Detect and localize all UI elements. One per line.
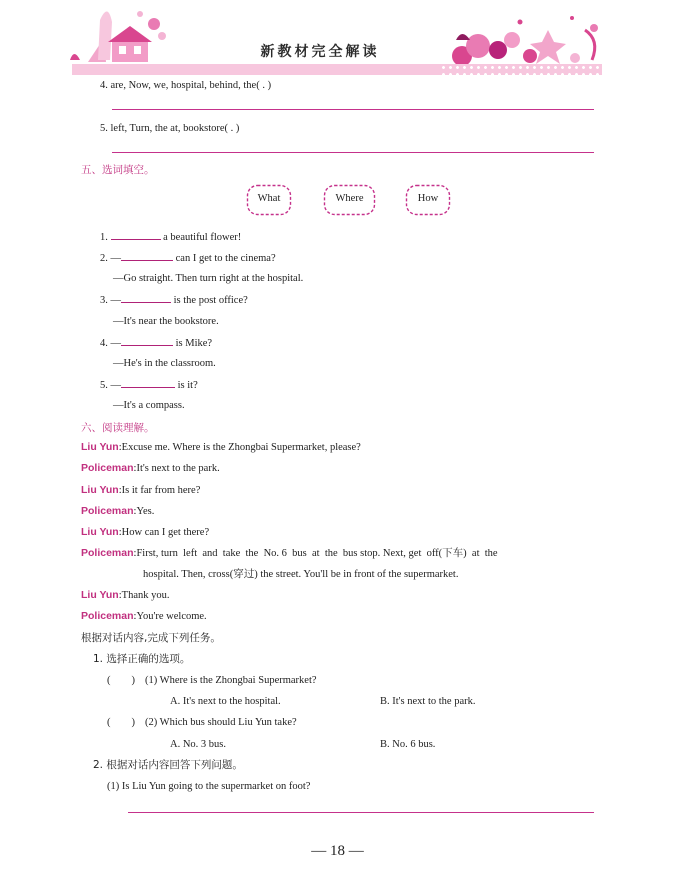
speaker-policeman: Policeman (81, 610, 134, 622)
fill-question-1 (100, 230, 241, 244)
question-number: 1. (100, 232, 108, 243)
task-2-title: 2. 根据对话内容回答下列问题。 (93, 759, 243, 771)
word-box-where (323, 184, 376, 216)
dialogue-line-6 (81, 547, 498, 560)
section-5-title: 五、选词填空。 (81, 164, 155, 176)
word-box-what (246, 184, 292, 216)
word-what: What (257, 193, 281, 204)
question-number: 2. — (100, 253, 121, 264)
dialogue-line-4 (81, 505, 154, 518)
dialogue-text: Excuse me. Where is the Zhongbai Supermarket, please? (121, 442, 361, 453)
rearrange-question-5: 5. left, Turn, the at, bookstore( . ) (100, 123, 240, 134)
speaker-liu-yun: Liu Yun (81, 441, 119, 453)
header-dots (440, 64, 600, 75)
dialogue-line-8 (81, 610, 207, 623)
dialogue-text: You're welcome. (136, 611, 207, 622)
choice-question-1: (1) Where is the Zhongbai Supermarket? (145, 675, 317, 686)
task-instruction: 根据对话内容,完成下列任务。 (81, 632, 221, 644)
answer-line (112, 152, 594, 153)
fill-question-2 (100, 251, 276, 265)
fill-blank[interactable] (121, 251, 173, 261)
colon: : (118, 442, 122, 453)
speaker-policeman: Policeman (81, 505, 134, 517)
rearrange-question-4: 4. are, Now, we, hospital, behind, the( . ) (100, 80, 272, 91)
colon: : (133, 611, 137, 622)
house-illustration (70, 11, 166, 62)
dialogue-line-7 (81, 589, 169, 602)
fill-blank[interactable] (121, 378, 175, 388)
flowers-illustration (452, 16, 598, 66)
dialogue-line-2 (81, 462, 220, 475)
colon: : (133, 463, 137, 474)
question-text: is Mike? (175, 338, 213, 349)
fill-question-3 (100, 293, 248, 307)
fill-blank[interactable] (111, 230, 161, 240)
question-text: is it? (177, 380, 198, 391)
fill-question-4 (100, 336, 212, 350)
dialogue-text: First, turn left and take the No. 6 bus at the bus stop. Next, get off(下车) at the (136, 548, 498, 559)
question-text: is the post office? (173, 295, 248, 306)
choice-1-option-a: A. It's next to the hospital. (170, 696, 281, 707)
answer-paren-2[interactable]: ( ) (107, 717, 135, 728)
dialogue-text: How can I get there? (121, 527, 210, 538)
word-box-how (405, 184, 451, 216)
speaker-liu-yun: Liu Yun (81, 484, 119, 496)
question-text: a beautiful flower! (163, 232, 242, 243)
colon: : (118, 590, 122, 601)
section-6-title: 六、阅读理解。 (81, 422, 155, 434)
colon: : (133, 506, 137, 517)
colon: : (118, 527, 122, 538)
colon: : (118, 485, 122, 496)
question-text: can I get to the cinema? (175, 253, 276, 264)
book-title: 新教材完全解读 (260, 44, 380, 60)
answer-paren-1[interactable]: ( ) (107, 675, 135, 686)
short-answer-question-1: (1) Is Liu Yun going to the supermarket on foot? (107, 781, 311, 792)
dialogue-text: It's next to the park. (136, 463, 220, 474)
task-1-title: 1. 选择正确的选项。 (93, 653, 191, 665)
choice-2-option-a: A. No. 3 bus. (170, 739, 227, 750)
dialogue-text: Is it far from here? (121, 485, 201, 496)
question-number: 4. — (100, 338, 121, 349)
choice-question-2: (2) Which bus should Liu Yun take? (145, 717, 297, 728)
dialogue-text: Thank you. (121, 590, 170, 601)
page-number: — 18 — (311, 843, 364, 859)
dialogue-line-3 (81, 484, 200, 497)
fill-reply-5: —It's a compass. (113, 400, 185, 411)
fill-reply-4: —He's in the classroom. (113, 358, 216, 369)
question-number: 3. — (100, 295, 121, 306)
answer-line (128, 812, 594, 813)
fill-question-5 (100, 378, 198, 392)
speaker-policeman: Policeman (81, 547, 134, 559)
fill-blank[interactable] (121, 336, 173, 346)
dialogue-line-1 (81, 441, 361, 454)
word-how: How (417, 193, 439, 204)
fill-reply-3: —It's near the bookstore. (113, 316, 219, 327)
choice-1-option-b: B. It's next to the park. (380, 696, 476, 707)
word-where: Where (335, 193, 364, 204)
speaker-liu-yun: Liu Yun (81, 589, 119, 601)
answer-line (112, 109, 594, 110)
dialogue-line-5 (81, 526, 209, 539)
dialogue-line-6-continued: hospital. Then, cross(穿过) the street. You'll be in front of the supermarket. (143, 569, 459, 580)
fill-reply-2: —Go straight. Then turn right at the hospital. (113, 273, 304, 284)
dialogue-text: Yes. (136, 506, 155, 517)
fill-blank[interactable] (121, 293, 171, 303)
question-number: 5. — (100, 380, 121, 391)
speaker-policeman: Policeman (81, 462, 134, 474)
speaker-liu-yun: Liu Yun (81, 526, 119, 538)
choice-2-option-b: B. No. 6 bus. (380, 739, 436, 750)
colon: : (133, 548, 137, 559)
